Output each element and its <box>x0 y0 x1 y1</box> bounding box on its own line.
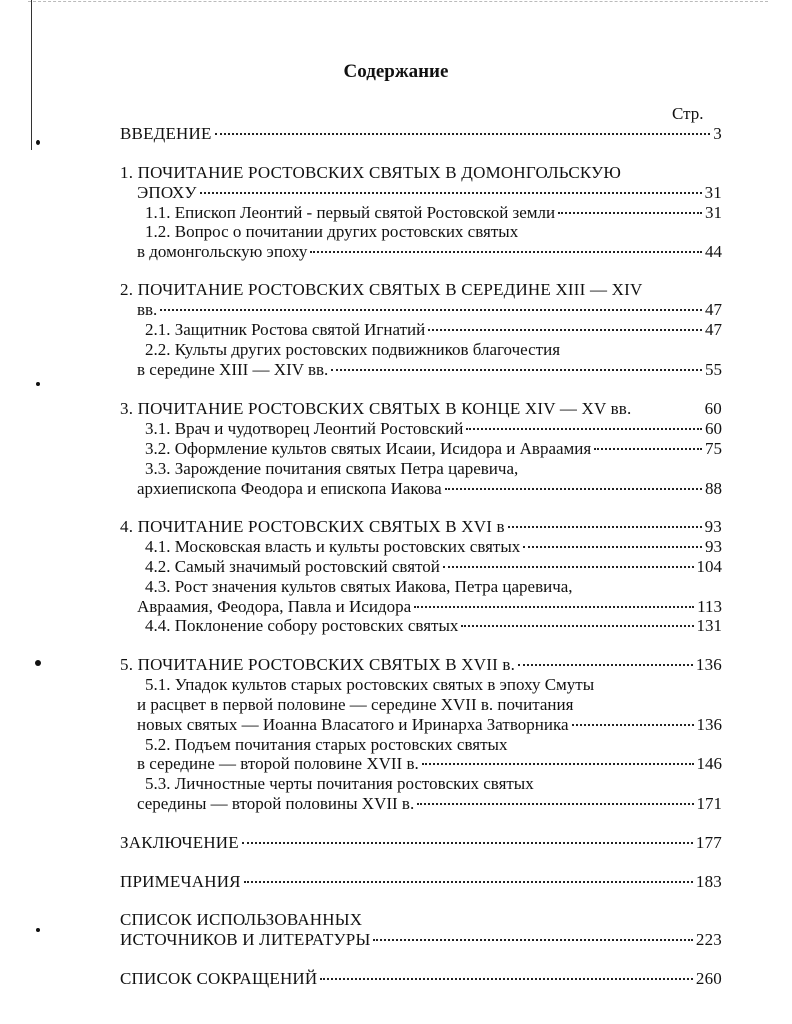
entry-page: 223 <box>695 930 722 949</box>
toc-section-5-3-line[interactable]: 5.3. Личностные черты почитания ростовских святых <box>145 774 534 793</box>
leader-dots <box>422 763 694 765</box>
entry-title: ИСТОЧНИКОВ И ЛИТЕРАТУРЫ <box>120 930 371 949</box>
leader-dots <box>244 881 693 883</box>
entry-page: 183 <box>695 872 722 891</box>
toc-chapter-1[interactable] <box>137 182 722 203</box>
toc-section-3-2[interactable] <box>145 438 722 459</box>
toc-section-5-1-line[interactable]: и расцвет в первой половине — середине XVII в. почитания <box>137 695 574 714</box>
leader-dots <box>414 606 694 608</box>
entry-title: ЭПОХУ <box>137 183 197 202</box>
entry-page: 47 <box>705 300 722 319</box>
scan-speck <box>35 660 41 666</box>
leader-dots <box>417 803 693 805</box>
toc-section-2-2-line[interactable]: 2.2. Культы других ростовских подвижников благочестия <box>145 340 561 359</box>
leader-dots <box>466 428 702 430</box>
leader-dots <box>445 488 702 490</box>
toc-section-5-3[interactable] <box>137 793 722 814</box>
toc-chapter-2[interactable] <box>137 299 722 320</box>
leader-dots <box>558 212 702 214</box>
toc-section-4-1[interactable] <box>145 536 722 557</box>
page-column-header: Стр. <box>672 104 704 123</box>
entry-page: 31 <box>704 183 722 202</box>
toc-section-4-2[interactable] <box>145 556 722 577</box>
entry-page: 131 <box>696 616 722 635</box>
entry-page: 104 <box>696 557 722 576</box>
entry-title: 4. ПОЧИТАНИЕ РОСТОВСКИХ СВЯТЫХ В XVI в <box>120 517 505 536</box>
leader-dots <box>508 526 702 528</box>
entry-page: 44 <box>705 242 722 261</box>
toc-chapter-5[interactable] <box>120 654 722 675</box>
toc-section-4-3[interactable] <box>137 596 722 617</box>
leader-dots <box>443 566 694 568</box>
leader-dots <box>215 133 711 135</box>
leader-dots <box>160 309 702 311</box>
toc-entry-conclusion[interactable] <box>120 832 722 853</box>
toc-entry-abbreviations[interactable] <box>120 968 722 989</box>
toc-section-1-2-line[interactable]: 1.2. Вопрос о почитании других ростовских святых <box>145 222 519 241</box>
entry-page: 75 <box>705 439 722 458</box>
entry-title: Авраамия, Феодора, Павла и Исидора <box>137 597 412 616</box>
top-edge-line <box>28 1 768 2</box>
toc-section-5-2-line[interactable]: 5.2. Подъем почитания старых ростовских святых <box>145 735 508 754</box>
leader-dots <box>518 664 693 666</box>
toc-section-4-3-line[interactable]: 4.3. Рост значения культов святых Иакова, Петра царевича, <box>145 577 573 596</box>
toc-section-5-1[interactable] <box>137 714 722 735</box>
entry-page: 93 <box>705 537 722 556</box>
entry-title: в середине XIII — XIV вв. <box>137 360 329 379</box>
entry-title: СПИСОК СОКРАЩЕНИЙ <box>120 969 318 988</box>
entry-page: 171 <box>696 794 722 813</box>
entry-page: 88 <box>705 479 722 498</box>
entry-page: 60 <box>705 419 722 438</box>
entry-title: в домонгольскую эпоху <box>137 242 308 261</box>
leader-dots <box>331 369 702 371</box>
toc-chapter-4[interactable] <box>120 516 722 537</box>
entry-page: 93 <box>704 517 722 536</box>
entry-title: 3. ПОЧИТАНИЕ РОСТОВСКИХ СВЯТЫХ В КОНЦЕ XIV — XV вв. <box>120 399 632 418</box>
entry-page: 55 <box>705 360 722 379</box>
leader-dots <box>200 192 702 194</box>
toc-section-3-3-line[interactable]: 3.3. Зарождение почитания святых Петра царевича, <box>145 459 519 478</box>
entry-title: ВВЕДЕНИЕ <box>120 124 212 143</box>
leader-dots <box>594 448 702 450</box>
toc-section-3-1[interactable] <box>145 418 722 439</box>
leader-dots <box>572 724 694 726</box>
toc-chapter-2-line[interactable]: 2. ПОЧИТАНИЕ РОСТОВСКИХ СВЯТЫХ В СЕРЕДИНЕ XIII — XIV <box>120 280 643 299</box>
entry-title: 4.4. Поклонение собору ростовских святых <box>145 616 459 635</box>
scan-speck <box>36 928 40 932</box>
toc-chapter-1-line[interactable]: 1. ПОЧИТАНИЕ РОСТОВСКИХ СВЯТЫХ В ДОМОНГОЛЬСКУЮ <box>120 163 621 182</box>
entry-page: 113 <box>697 597 722 616</box>
toc-section-5-2[interactable] <box>137 753 722 774</box>
leader-dots <box>523 546 702 548</box>
entry-title: середины — второй половины XVII в. <box>137 794 415 813</box>
entry-title: 1.1. Епископ Леонтий - первый святой Ростовской земли <box>145 203 556 222</box>
entry-title: 4.1. Московская власть и культы ростовских святых <box>145 537 521 556</box>
entry-title: 5. ПОЧИТАНИЕ РОСТОВСКИХ СВЯТЫХ В XVII в. <box>120 655 516 674</box>
leader-dots <box>242 842 693 844</box>
entry-title: 3.1. Врач и чудотворец Леонтий Ростовский <box>145 419 464 438</box>
entry-title: 4.2. Самый значимый ростовский святой <box>145 557 440 576</box>
toc-section-3-3[interactable] <box>137 478 722 499</box>
entry-title: в середине — второй половине XVII в. <box>137 754 419 773</box>
entry-title: 3.2. Оформление культов святых Исаии, Исидора и Авраамия <box>145 439 592 458</box>
leader-dots <box>320 978 693 980</box>
toc-entry-sources[interactable] <box>120 929 722 950</box>
toc-entry-intro[interactable] <box>120 123 722 144</box>
entry-page: 136 <box>696 715 722 734</box>
toc-chapter-3[interactable] <box>120 398 722 419</box>
toc-section-2-1[interactable] <box>145 319 722 340</box>
scan-speck <box>36 382 40 386</box>
leader-dots <box>373 939 692 941</box>
toc-section-1-2[interactable] <box>137 241 722 262</box>
entry-title: новых святых — Иоанна Власатого и Иринарха Затворника <box>137 715 569 734</box>
entry-title: 2.1. Защитник Ростова святой Игнатий <box>145 320 426 339</box>
toc-section-5-1-line[interactable]: 5.1. Упадок культов старых ростовских святых в эпоху Смуты <box>145 675 595 694</box>
toc-section-1-1[interactable] <box>145 202 722 223</box>
entry-page: 3 <box>713 124 722 143</box>
leader-dots <box>461 625 693 627</box>
entry-page: 31 <box>705 203 722 222</box>
entry-title: ЗАКЛЮЧЕНИЕ <box>120 833 239 852</box>
entry-title: вв. <box>137 300 158 319</box>
page-title: Содержание <box>343 61 449 82</box>
leader-dots <box>310 251 702 253</box>
toc-section-4-4[interactable] <box>145 615 722 636</box>
entry-page: 146 <box>696 754 722 773</box>
entry-page: 136 <box>695 655 722 674</box>
entry-page: 60 <box>704 399 722 418</box>
toc-entry-sources-line[interactable]: СПИСОК ИСПОЛЬЗОВАННЫХ <box>120 910 363 929</box>
entry-page: 47 <box>705 320 722 339</box>
entry-page: 177 <box>695 833 722 852</box>
toc-entry-notes[interactable] <box>120 871 722 892</box>
scan-speck <box>36 140 40 145</box>
entry-title: ПРИМЕЧАНИЯ <box>120 872 241 891</box>
toc-section-2-2[interactable] <box>137 359 722 380</box>
entry-page: 260 <box>695 969 722 988</box>
leader-dots <box>428 329 702 331</box>
entry-title: архиепископа Феодора и епископа Иакова <box>137 479 442 498</box>
